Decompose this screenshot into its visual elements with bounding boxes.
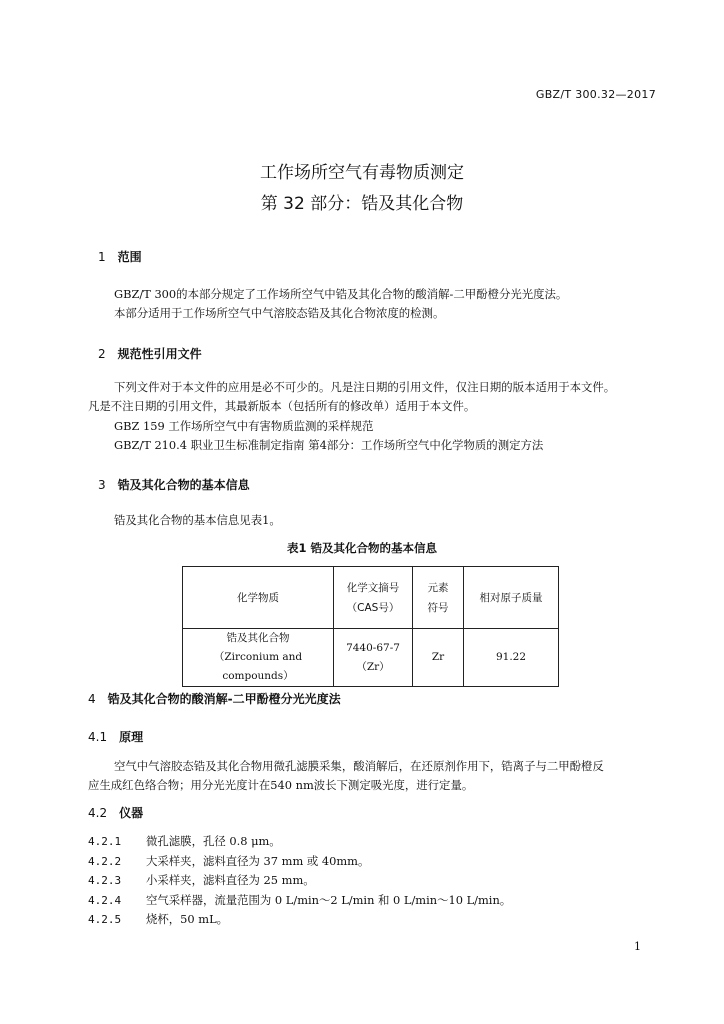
header-cas-line1: 化学文摘号 xyxy=(346,581,400,594)
list-item xyxy=(88,853,369,869)
cas-element: （Zr） xyxy=(356,660,390,673)
cell-mass: 91.22 xyxy=(464,629,559,687)
section-4-1-heading xyxy=(88,728,143,745)
table-caption: 表1 锆及其化合物的基本信息 xyxy=(286,541,437,555)
document-title: 工作场所空气有毒物质测定 xyxy=(260,163,464,183)
paragraph: 本部分适用于工作场所空气中气溶胶态锆及其化合物浓度的检测。 xyxy=(114,306,445,320)
reference-item: GBZ/T 210.4 职业卫生标准制定指南 第4部分：工作场所空气中化学物质的测定方法 xyxy=(114,438,544,452)
paragraph: 空气中气溶胶态锆及其化合物用微孔滤膜采集，酸消解后，在还原剂作用下，锆离子与二甲酚橙反 xyxy=(114,759,604,773)
header-mass: 相对原子质量 xyxy=(464,567,559,629)
cas-number: 7440-67-7 xyxy=(346,641,400,654)
paragraph: 凡是不注日期的引用文件，其最新版本（包括所有的修改单）适用于本文件。 xyxy=(88,399,476,413)
substance-name-cn: 锆及其化合物 xyxy=(226,632,290,644)
paragraph: 下列文件对于本文件的应用是必不可少的。凡是注日期的引用文件，仅注日期的版本适用于本文件。 xyxy=(114,380,616,394)
item-text: 大采样夹，滤料直径为 37 mm 或 40mm。 xyxy=(146,854,370,868)
paragraph: GBZ/T 300的本部分规定了工作场所空气中锆及其化合物的酸消解-二甲酚橙分光光度法。 xyxy=(114,287,568,301)
list-item xyxy=(88,872,315,888)
header-symbol-line1: 元素 xyxy=(427,581,449,594)
document-subtitle: 第 32 部分：锆及其化合物 xyxy=(260,194,464,214)
header-cas-line2: （CAS号） xyxy=(346,601,400,614)
section-2-heading xyxy=(98,345,202,362)
substance-name-en: （Zirconium and compounds） xyxy=(213,651,303,682)
item-text: 空气采样器，流量范围为 0 L/min～2 L/min 和 0 L/min～10 L/min。 xyxy=(146,893,512,907)
item-number: 4.2.3 xyxy=(88,874,122,887)
table-row xyxy=(183,629,559,687)
cell-symbol: Zr xyxy=(413,629,464,687)
section-title: 原理 xyxy=(119,730,144,744)
header-cas xyxy=(334,567,413,629)
item-number: 4.2.5 xyxy=(88,913,122,926)
item-number: 4.2.4 xyxy=(88,894,122,907)
section-number: 1 xyxy=(98,250,106,264)
section-number: 4 xyxy=(88,692,96,706)
section-number: 4.1 xyxy=(88,730,108,744)
section-4-heading xyxy=(88,690,341,707)
page-number: 1 xyxy=(634,940,641,953)
section-title: 锆及其化合物的酸消解-二甲酚橙分光光度法 xyxy=(107,692,341,706)
section-number: 4.2 xyxy=(88,806,108,820)
item-text: 小采样夹，滤料直径为 25 mm。 xyxy=(146,873,315,887)
section-number: 3 xyxy=(98,478,106,492)
header-symbol xyxy=(413,567,464,629)
reference-item: GBZ 159 工作场所空气中有害物质监测的采样规范 xyxy=(114,419,374,433)
list-item xyxy=(88,833,281,849)
section-4-2-heading xyxy=(88,804,143,821)
table-header-row xyxy=(183,567,559,629)
item-text: 微孔滤膜，孔径 0.8 μm。 xyxy=(146,834,281,848)
section-number: 2 xyxy=(98,347,106,361)
section-title: 仪器 xyxy=(119,806,144,820)
standard-code: GBZ/T 300.32—2017 xyxy=(535,88,656,101)
section-title: 锆及其化合物的基本信息 xyxy=(117,478,250,492)
info-table xyxy=(182,566,559,687)
item-text: 烧杯，50 mL。 xyxy=(146,912,229,926)
cell-substance xyxy=(183,629,334,687)
list-item xyxy=(88,911,228,927)
paragraph: 应生成红色络合物；用分光光度计在540 nm波长下测定吸光度，进行定量。 xyxy=(88,778,474,792)
section-1-heading xyxy=(98,248,142,265)
cell-cas xyxy=(334,629,413,687)
list-item xyxy=(88,892,511,908)
section-title: 规范性引用文件 xyxy=(117,347,202,361)
section-title: 范围 xyxy=(117,250,142,264)
header-substance: 化学物质 xyxy=(183,567,334,629)
section-3-heading xyxy=(98,476,250,493)
header-symbol-line2: 符号 xyxy=(427,601,449,614)
item-number: 4.2.2 xyxy=(88,855,122,868)
paragraph: 锆及其化合物的基本信息见表1。 xyxy=(114,513,281,527)
item-number: 4.2.1 xyxy=(88,835,122,848)
